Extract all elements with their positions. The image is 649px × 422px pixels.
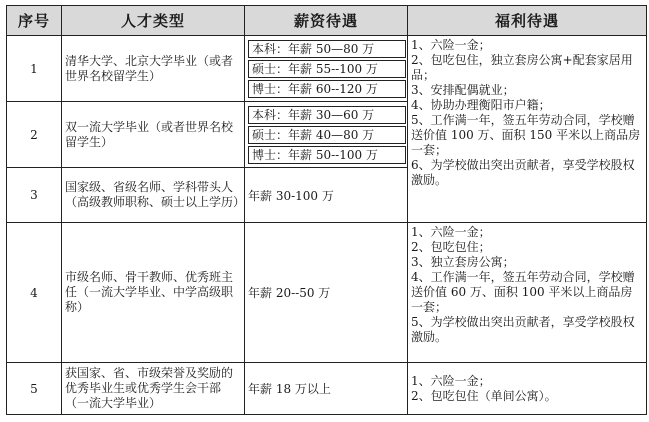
welfare-group-c	[408, 363, 647, 415]
row-seq: 1	[7, 36, 62, 102]
row-seq: 5	[7, 363, 62, 415]
welfare-group-b	[408, 223, 647, 363]
welfare-item: 3、独立套房公寓；	[411, 255, 515, 269]
row-salary: 年薪 20--50 万	[245, 223, 408, 363]
header-talent-type: 人才类型	[62, 6, 245, 36]
row-talent-type: 清华大学、北京大学毕业（或者世界名校留学生）	[62, 36, 245, 102]
row-talent-type: 国家级、省级名师、学科带头人（高级教师职称、硕士以上学历）	[62, 168, 245, 223]
table-row	[7, 363, 647, 415]
row-salary	[245, 102, 408, 168]
header-seq: 序号	[7, 6, 62, 36]
welfare-item: 3、安排配偶就业；	[411, 83, 515, 97]
welfare-item: 1、六险一金；	[411, 225, 491, 239]
row-seq: 2	[7, 102, 62, 168]
salary-doctor: 博士：年薪 60--120 万	[248, 80, 406, 98]
welfare-item: 2、包吃包住（单间公寓）。	[411, 388, 557, 403]
row-salary	[245, 36, 408, 102]
welfare-item: 1、六险一金；	[411, 373, 491, 388]
welfare-item: 1、六险一金；	[411, 38, 491, 52]
table-row	[7, 223, 647, 363]
recruitment-table-container	[6, 5, 647, 415]
row-talent-type: 双一流大学毕业（或者世界名校留学生）	[62, 102, 245, 168]
salary-doctor: 博士：年薪 50--100 万	[248, 146, 406, 164]
welfare-item: 6、为学校做出突出贡献者，享受学校股权激励。	[411, 158, 635, 187]
row-talent-type: 市级名师、骨干教师、优秀班主任（一流大学毕业、中学高级职称）	[62, 223, 245, 363]
talent-benefits-table	[6, 5, 647, 415]
row-seq: 3	[7, 168, 62, 223]
row-salary: 年薪 30-100 万	[245, 168, 408, 223]
welfare-group-a	[408, 36, 647, 223]
row-salary: 年薪 18 万以上	[245, 363, 408, 415]
header-welfare: 福利待遇	[408, 6, 647, 36]
welfare-item: 5、为学校做出突出贡献者，享受学校股权激励。	[411, 315, 635, 344]
welfare-item: 2、包吃包住；	[411, 240, 491, 254]
welfare-item: 5、工作满一年，签五年劳动合同，学校赠送价值 100 万、面积 150 平米以上商品房一套；	[411, 113, 641, 157]
welfare-item: 4、协助办理衡阳市户籍；	[411, 98, 551, 112]
row-seq: 4	[7, 223, 62, 363]
table-row	[7, 36, 647, 102]
welfare-item: 4、工作满一年，签五年劳动合同，学校赠送价值 60 万、面积 100 平米以上商品房一套；	[411, 270, 635, 314]
salary-bachelor: 本科：年薪 50—80 万	[248, 40, 406, 58]
welfare-item: 2、包吃包住，独立套房公寓+配套家居用品；	[411, 53, 633, 82]
salary-bachelor: 本科：年薪 30—60 万	[248, 106, 406, 124]
salary-master: 硕士：年薪 40—80 万	[248, 126, 406, 144]
header-row	[7, 6, 647, 36]
row-talent-type: 获国家、省、市级荣誉及奖励的优秀毕业生或优秀学生会干部（一流大学毕业）	[62, 363, 245, 415]
header-salary: 薪资待遇	[245, 6, 408, 36]
salary-master: 硕士：年薪 55--100 万	[248, 60, 406, 78]
